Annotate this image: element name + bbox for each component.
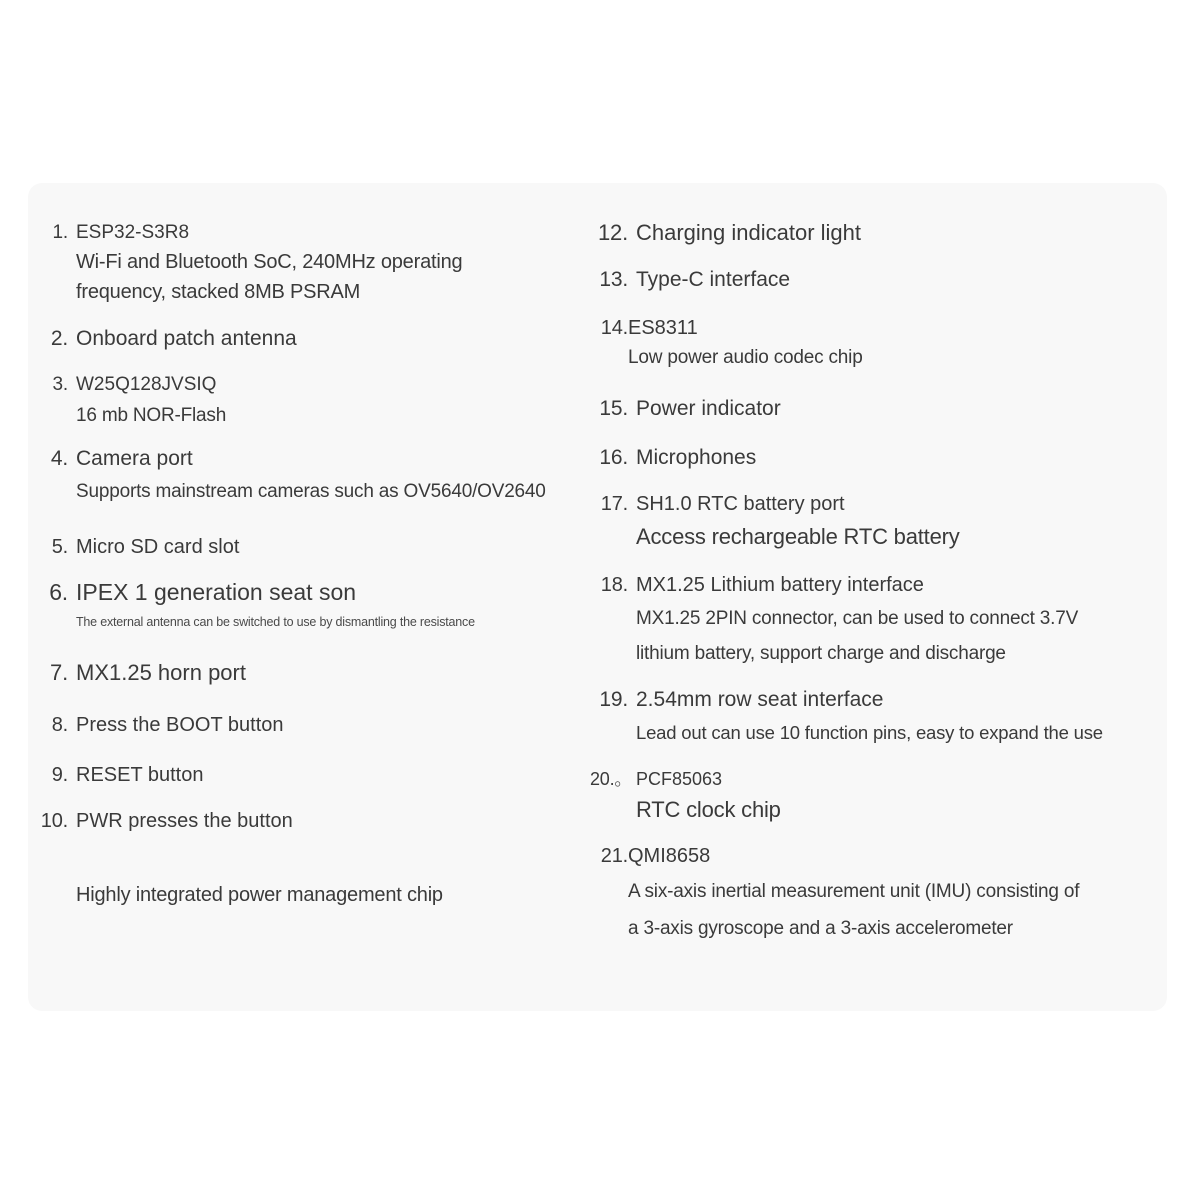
item-desc-line: Highly integrated power management chip xyxy=(76,884,443,906)
item-number: 2. xyxy=(50,327,68,350)
item-title: Press the BOOT button xyxy=(76,714,284,736)
item-title: QMI8658 xyxy=(628,845,711,867)
list-item-20 xyxy=(590,767,1160,825)
parts-list-left-column xyxy=(34,183,579,909)
item-desc-line: a 3-axis gyroscope and a 3-axis accelerometer xyxy=(628,918,1013,939)
item-title: PCF85063 xyxy=(636,769,723,789)
list-item-12 xyxy=(590,218,1160,248)
item-desc-line: RTC clock chip xyxy=(636,797,781,822)
item-number: 4. xyxy=(50,447,68,470)
list-item-19 xyxy=(590,686,1160,745)
list-item-8 xyxy=(34,712,579,739)
item-desc-line: Wi-Fi and Bluetooth SoC, 240MHz operating xyxy=(76,251,463,273)
item-number: 13. xyxy=(599,268,628,291)
list-item-3 xyxy=(34,371,579,429)
item-title: SH1.0 RTC battery port xyxy=(636,493,845,515)
item-title: Camera port xyxy=(76,447,193,470)
item-title: Type-C interface xyxy=(636,268,791,291)
parts-list-panel xyxy=(28,183,1167,1011)
item-title: Power indicator xyxy=(636,397,781,420)
list-item-9 xyxy=(34,762,579,789)
item-desc-line: frequency, stacked 8MB PSRAM xyxy=(76,281,361,303)
list-item-13 xyxy=(590,266,1160,294)
item-title: Microphones xyxy=(636,446,757,469)
list-item-18 xyxy=(590,572,1160,669)
item-title: 2.54mm row seat interface xyxy=(636,688,884,711)
list-item-4 xyxy=(34,445,579,505)
item-title: RESET button xyxy=(76,764,204,786)
item-desc-line: MX1.25 2PIN connector, can be used to connect 3.7V xyxy=(636,608,1079,629)
item-number: 12. xyxy=(598,220,628,245)
list-item-7 xyxy=(34,658,579,688)
item-title: W25Q128JVSIQ xyxy=(76,374,217,395)
item-number: 1. xyxy=(52,222,68,243)
item-title: Onboard patch antenna xyxy=(76,327,297,350)
item-number: 19. xyxy=(599,688,628,711)
item-title: ES8311 xyxy=(628,317,698,339)
list-item-14 xyxy=(590,315,1160,371)
list-item-11-description xyxy=(34,882,579,909)
item-title: ESP32-S3R8 xyxy=(76,222,190,243)
list-item-6 xyxy=(34,577,579,631)
item-desc-line: A six-axis inertial measurement unit (IMU) consisting of xyxy=(628,881,1080,902)
item-title: MX1.25 horn port xyxy=(76,660,246,685)
item-number: 8. xyxy=(51,714,68,736)
item-number: 14. xyxy=(600,317,628,339)
item-number: 18. xyxy=(600,574,628,596)
item-desc-line: lithium battery, support charge and discharge xyxy=(636,643,1006,664)
item-title: Charging indicator light xyxy=(636,220,862,245)
parts-list-right-column xyxy=(590,183,1160,944)
item-title: PWR presses the button xyxy=(76,810,293,832)
list-item-10 xyxy=(34,808,579,835)
list-item-15 xyxy=(590,395,1160,423)
item-title: MX1.25 Lithium battery interface xyxy=(636,574,924,596)
list-item-21 xyxy=(590,843,1160,944)
list-item-1 xyxy=(34,219,579,307)
list-item-2 xyxy=(34,325,579,353)
item-desc-line: Supports mainstream cameras such as OV5640/OV2640 xyxy=(76,481,546,502)
item-desc-line: Low power audio codec chip xyxy=(628,347,863,368)
item-number: 15. xyxy=(599,397,628,420)
list-item-17 xyxy=(590,491,1160,552)
list-item-5 xyxy=(34,534,579,561)
item-number: 7. xyxy=(50,660,68,685)
list-item-16 xyxy=(590,444,1160,472)
item-number: 21. xyxy=(600,845,628,867)
item-desc-line: Lead out can use 10 function pins, easy to expand the use xyxy=(636,722,1103,743)
item-number: 3. xyxy=(52,374,68,395)
item-number: 20.。 xyxy=(590,769,633,789)
item-title: IPEX 1 generation seat son xyxy=(76,579,357,605)
item-number: 10. xyxy=(40,810,68,832)
item-title: Micro SD card slot xyxy=(76,536,240,558)
item-desc-line: Access rechargeable RTC battery xyxy=(636,524,960,549)
item-desc-line: 16 mb NOR-Flash xyxy=(76,405,227,426)
item-desc-line: The external antenna can be switched to use by dismantling the resistance xyxy=(76,615,475,629)
item-number: 5. xyxy=(51,536,68,558)
item-number: 17. xyxy=(600,493,628,515)
item-number: 6. xyxy=(49,579,68,605)
item-number: 9. xyxy=(51,764,68,786)
item-number: 16. xyxy=(599,446,628,469)
